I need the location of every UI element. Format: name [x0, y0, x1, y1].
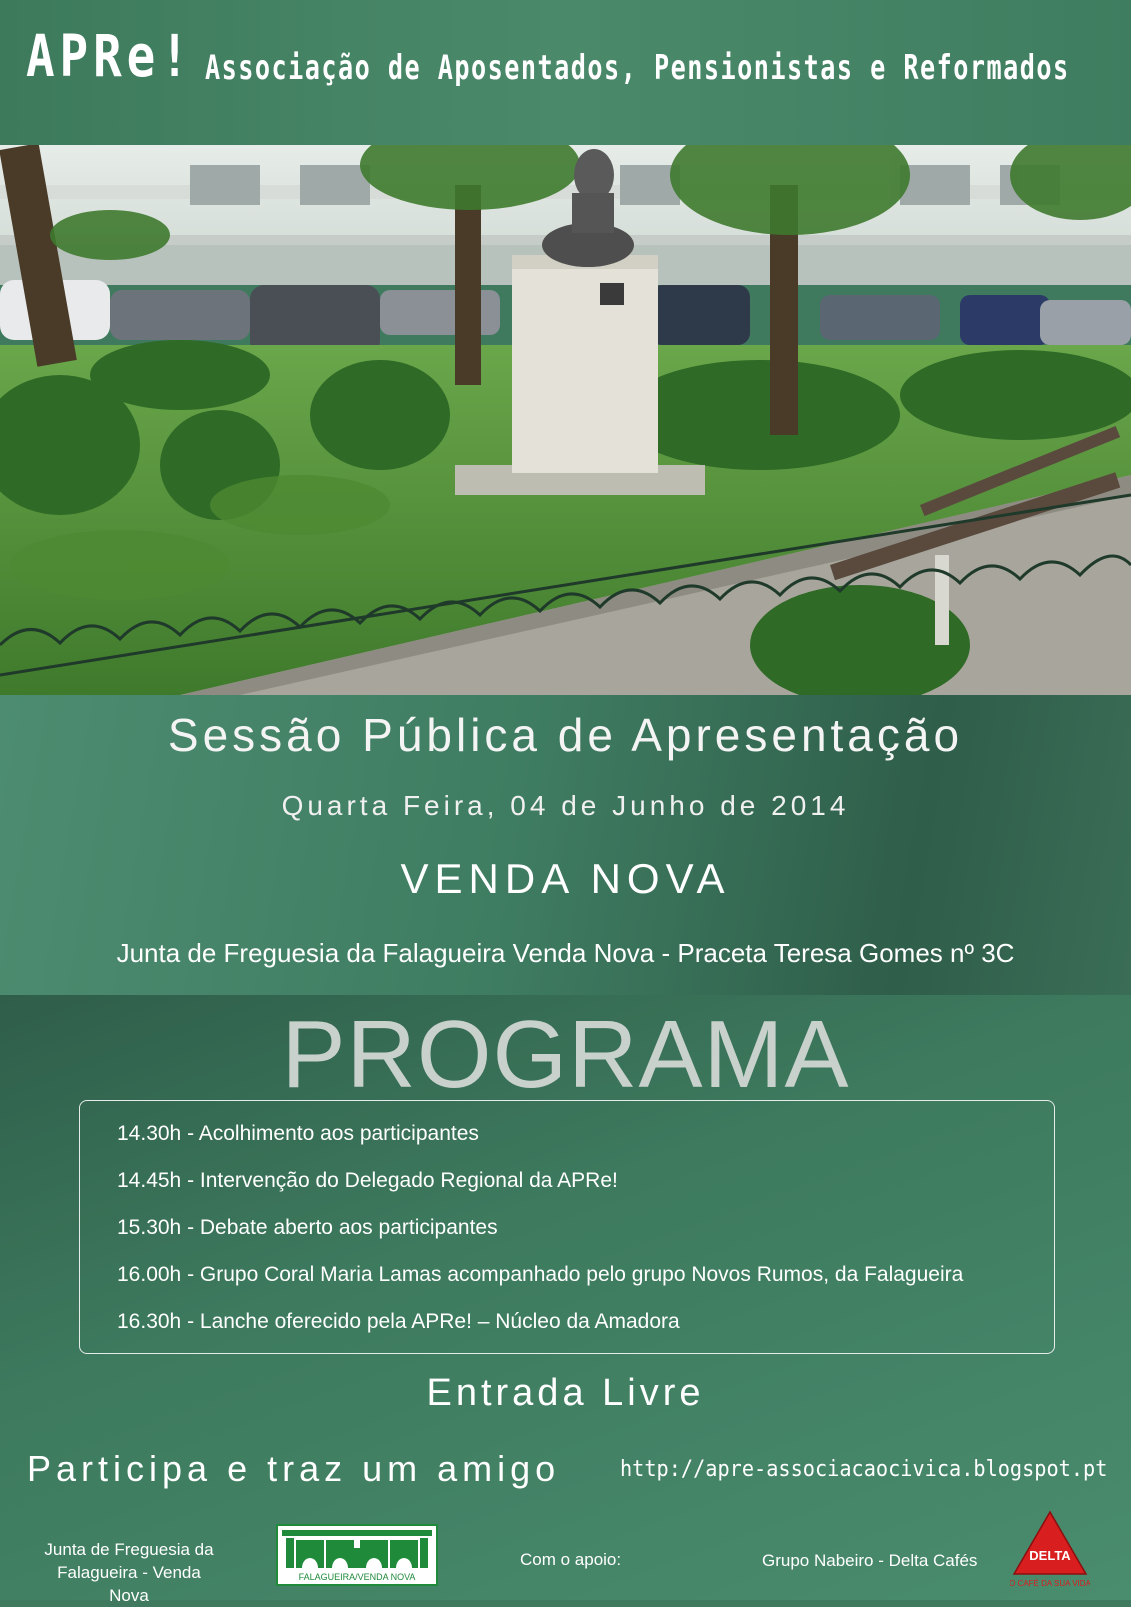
- junta-label-line2: Falagueira - Venda Nova: [57, 1563, 201, 1605]
- delta-logo: [1010, 1510, 1090, 1592]
- program-item: 15.30h - Debate aberto aos participantes: [117, 1216, 498, 1239]
- slogan-text: Participa e traz um amigo: [27, 1448, 561, 1489]
- event-title: Sessão Pública de Apresentação: [167, 709, 964, 761]
- brand-name: APRe!: [26, 22, 194, 90]
- delta-logo-text: DELTA: [1029, 1548, 1071, 1563]
- event-address: Junta de Freguesia da Falagueira Venda Nova - Praceta Teresa Gomes nº 3C: [116, 938, 1015, 968]
- delta-tagline: O CAFÉ DA SUA VIDA: [1010, 1579, 1090, 1588]
- free-entry-text: Entrada Livre: [426, 1372, 705, 1414]
- event-place: VENDA NOVA: [400, 855, 731, 902]
- falagueira-logo: [276, 1524, 438, 1586]
- event-date: Quarta Feira, 04 de Junho de 2014: [281, 790, 850, 821]
- program-item: 16.30h - Lanche oferecido pela APRe! – Núcleo da Amadora: [117, 1310, 680, 1333]
- program-heading: PROGRAMA: [281, 1001, 850, 1108]
- program-item: 16.00h - Grupo Coral Maria Lamas acompanhado pelo grupo Novos Rumos, da Falagueira: [117, 1263, 964, 1286]
- program-item: 14.30h - Acolhimento aos participantes: [117, 1122, 479, 1145]
- junta-label-line1: Junta de Freguesia da: [44, 1540, 214, 1559]
- program-item: 14.45h - Intervenção do Delegado Regional da APRe!: [117, 1169, 618, 1192]
- park-photo: [0, 145, 1131, 695]
- falagueira-logo-text: FALAGUEIRA/VENDA NOVA: [298, 1572, 416, 1582]
- sponsor-name: Grupo Nabeiro - Delta Cafés: [762, 1551, 978, 1570]
- support-label: Com o apoio:: [520, 1550, 622, 1569]
- blog-url-link[interactable]: http://apre-associacaocivica.blogspot.pt: [620, 1457, 1108, 1482]
- junta-label: [40, 1538, 218, 1607]
- organization-name: Associação de Aposentados, Pensionistas e Reformados: [205, 48, 1070, 88]
